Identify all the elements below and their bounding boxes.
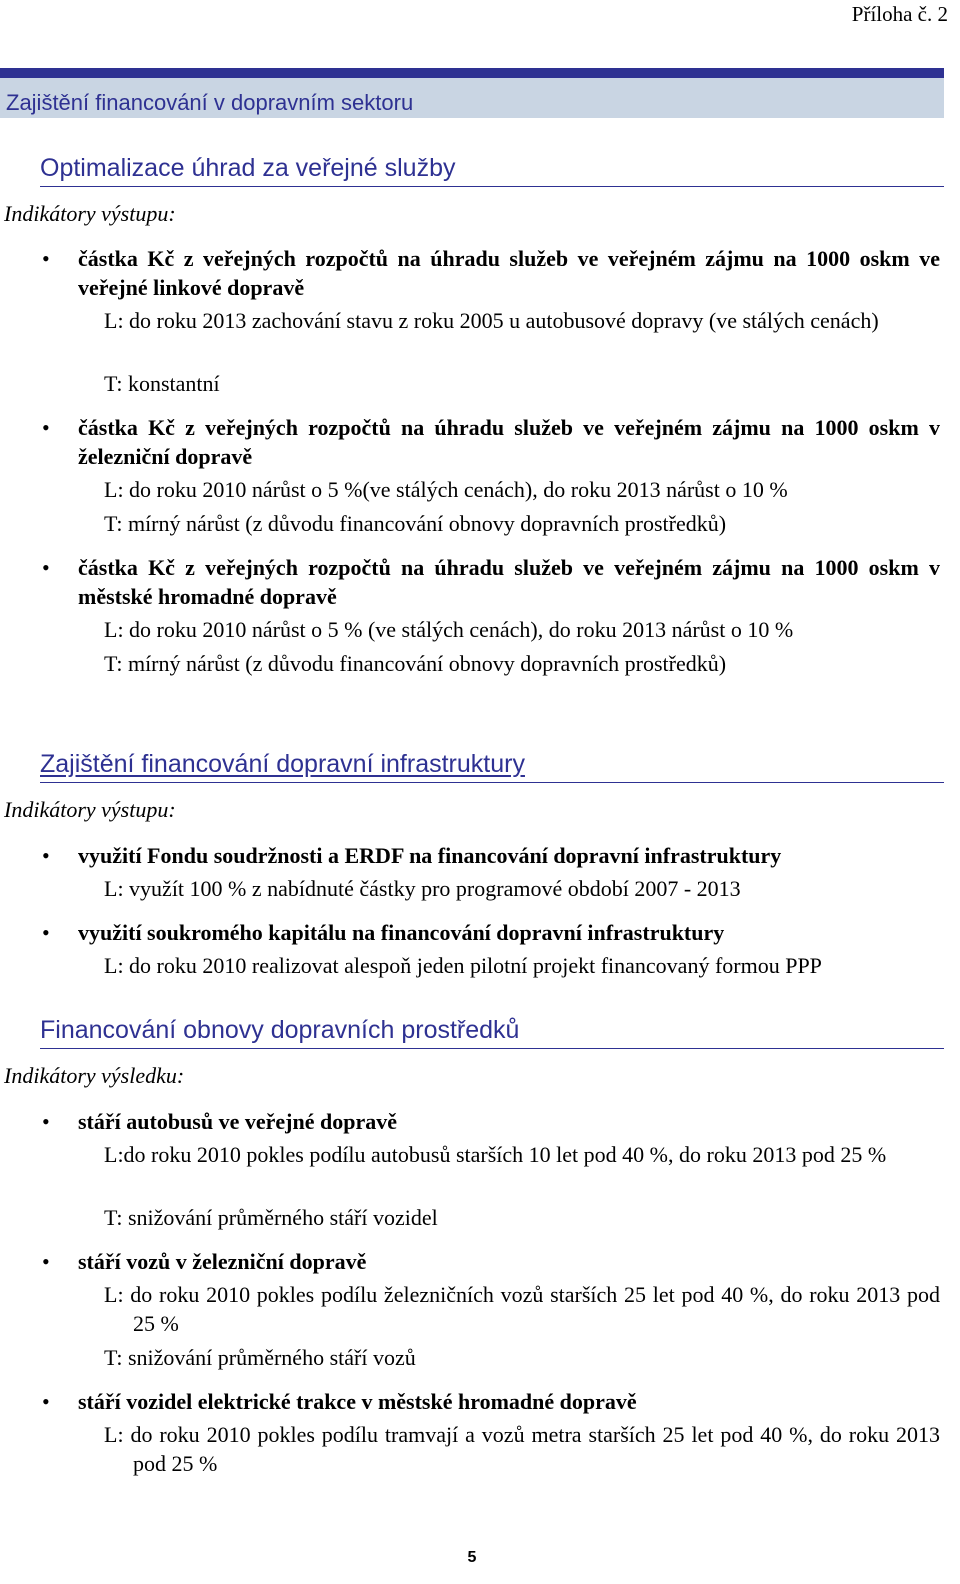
- item-line-target: L: do roku 2010 realizovat alespoň jeden pilotní projekt financovaný formou PPP: [104, 953, 822, 978]
- item-title: částka Kč z veřejných rozpočtů na úhradu služeb ve veřejném zájmu na 1000 oskm v železniční dopravě: [78, 415, 940, 469]
- item-line-trend: T: konstantní: [104, 371, 220, 396]
- bullet-icon: •: [42, 1389, 50, 1414]
- item-line-trend: T: mírný nárůst (z důvodu financování obnovy dopravních prostředků): [104, 511, 727, 536]
- section-rule: [40, 1048, 944, 1049]
- item-title: využití Fondu soudržnosti a ERDF na financování dopravní infrastruktury: [78, 843, 782, 868]
- chapter-title: Zajištění financování v dopravním sektoru: [6, 90, 414, 115]
- item-line-target: L: do roku 2010 nárůst o 5 % (ve stálých cenách), do roku 2013 nárůst o 10 %: [104, 617, 794, 642]
- item-line-trend: T: mírný nárůst (z důvodu financování obnovy dopravních prostředků): [104, 651, 727, 676]
- item-line-target: L: do roku 2010 pokles podílu tramvají a vozů metra starších 25 let pod 40 %, do roku 2013 pod 25 %: [104, 1422, 940, 1476]
- section-rule: [40, 782, 944, 783]
- section-rule: [40, 186, 944, 187]
- item-title: stáří vozidel elektrické trakce v městské hromadné dopravě: [78, 1389, 637, 1414]
- indicator-label: Indikátory výstupu:: [4, 201, 176, 226]
- bullet-icon: •: [42, 1109, 50, 1134]
- bullet-icon: •: [42, 1249, 50, 1274]
- item-line-target: L: využít 100 % z nabídnuté částky pro programové období 2007 - 2013: [104, 876, 741, 901]
- indicator-label: Indikátory výsledku:: [4, 1063, 185, 1088]
- bullet-icon: •: [42, 555, 50, 580]
- item-title: využití soukromého kapitálu na financování dopravní infrastruktury: [78, 920, 725, 945]
- item-title: částka Kč z veřejných rozpočtů na úhradu služeb ve veřejném zájmu na 1000 oskm v městské hromadné dopravě: [78, 555, 940, 609]
- indicator-label: Indikátory výstupu:: [4, 797, 176, 822]
- item-title: stáří vozů v železniční dopravě: [78, 1249, 367, 1274]
- chapter-banner: [0, 68, 944, 118]
- bullet-icon: •: [42, 246, 50, 271]
- item-line-target: L: do roku 2010 nárůst o 5 %(ve stálých cenách), do roku 2013 nárůst o 10 %: [104, 477, 788, 502]
- annex-label: Příloha č. 2: [851, 2, 948, 26]
- section-title-infrastruktura: Zajištění financování dopravní infrastruktury: [40, 750, 525, 778]
- page-number: 5: [467, 1549, 477, 1566]
- section-title-optimalizace: Optimalizace úhrad za veřejné služby: [40, 154, 456, 182]
- section-title-obnova: Financování obnovy dopravních prostředků: [40, 1016, 520, 1044]
- bullet-icon: •: [42, 920, 50, 945]
- item-line-target: L:do roku 2010 pokles podílu autobusů starších 10 let pod 40 %, do roku 2013 pod 25 %: [104, 1142, 887, 1167]
- bullet-icon: •: [42, 843, 50, 868]
- item-line-trend: T: snižování průměrného stáří vozů: [104, 1345, 416, 1370]
- item-line-target: L: do roku 2013 zachování stavu z roku 2005 u autobusové dopravy (ve stálých cenách): [104, 308, 879, 333]
- item-line-trend: T: snižování průměrného stáří vozidel: [104, 1205, 438, 1230]
- item-line-target: L: do roku 2010 pokles podílu železničních vozů starších 25 let pod 40 %, do roku 2013 pod 25 %: [104, 1282, 940, 1336]
- item-title: stáří autobusů ve veřejné dopravě: [78, 1109, 397, 1134]
- bullet-icon: •: [42, 415, 50, 440]
- item-title: částka Kč z veřejných rozpočtů na úhradu služeb ve veřejném zájmu na 1000 oskm ve veřejné linkové dopravě: [78, 246, 940, 300]
